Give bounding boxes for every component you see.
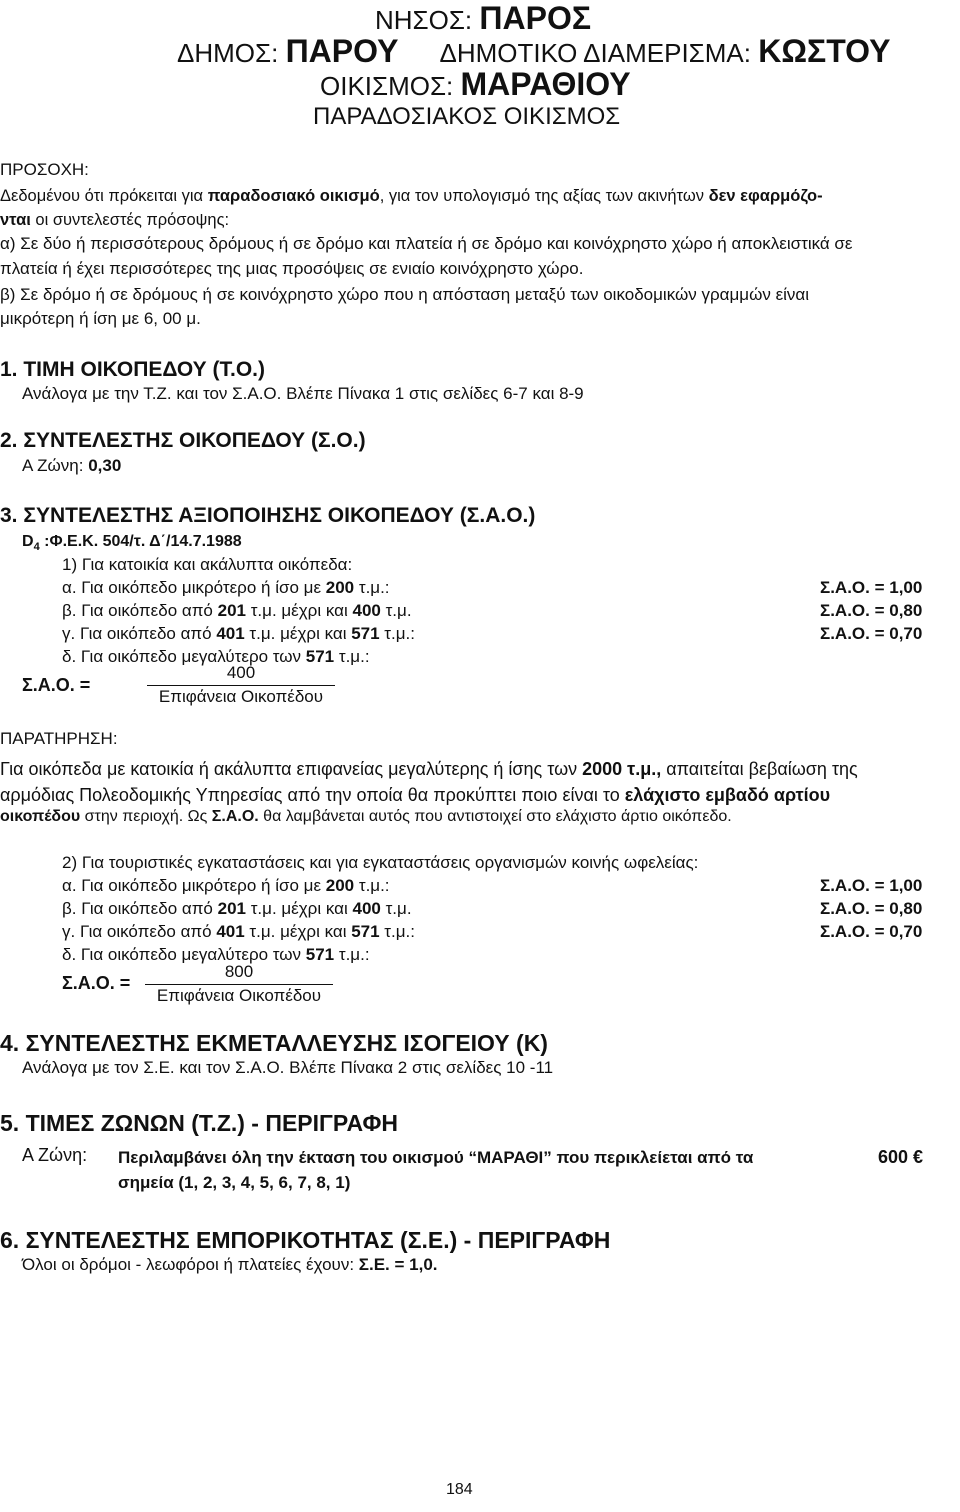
list-item: α. Για οικόπεδο μικρότερο ή ίσο με 200 τ.μ.: bbox=[62, 578, 390, 597]
sao-value: Σ.Α.Ο. = 0,70 bbox=[820, 624, 923, 643]
section-5-zone-desc-2: σημεία (1, 2, 3, 4, 5, 6, 7, 8, 1) bbox=[118, 1173, 351, 1192]
attention-item-b-2: μικρότερη ή ίση με 6, 00 μ. bbox=[0, 309, 201, 328]
section-5-zone-label: Α Ζώνη: bbox=[22, 1145, 88, 1165]
section-5-zone-price: 600 € bbox=[878, 1147, 924, 1167]
island-value: ΠΑΡΟΣ bbox=[479, 0, 592, 36]
attention-title: ΠΡΟΣΟΧΗ: bbox=[0, 160, 89, 179]
section-4-text: Ανάλογα με τον Σ.Ε. και τον Σ.Α.Ο. Βλέπε Πίνακα 2 στις σελίδες 10 -11 bbox=[22, 1058, 554, 1077]
sao-value: Σ.Α.Ο. = 0,80 bbox=[820, 899, 923, 918]
section-2-title: 2. ΣΥΝΤΕΛΕΣΤΗΣ ΟΙΚΟΠΕΔΟΥ (Σ.Ο.) bbox=[0, 429, 366, 452]
island-label: ΝΗΣΟΣ: bbox=[375, 5, 473, 35]
sub1-title: 1) Για κατοικία και ακάλυπτα οικόπεδα: bbox=[62, 555, 353, 574]
note-title: ΠΑΡΑΤΗΡΗΣΗ: bbox=[0, 729, 118, 748]
attention-line-1: Δεδομένου ότι πρόκειται για παραδοσιακό οικισμό, για τον υπολογισμό της αξίας των ακινήτων δεν εφαρμόζο- bbox=[0, 187, 823, 205]
municipality-value: ΠΑΡΟΥ bbox=[285, 33, 399, 69]
settlement-label: ΟΙΚΙΣΜΟΣ: bbox=[320, 71, 454, 101]
section-4-title: 4. ΣΥΝΤΕΛΕΣΤΗΣ ΕΚΜΕΤΑΛΛΕΥΣΗΣ ΙΣΟΓΕΙΟΥ (Κ) bbox=[0, 1030, 548, 1056]
note-line-2: αρμόδιας Πολεοδομικής Υπηρεσίας από την οποία θα προκύπτει ποιο είναι το ελάχιστο εμβαδό αρτίου bbox=[0, 785, 831, 805]
section-3-title: 3. ΣΥΝΤΕΛΕΣΤΗΣ ΑΞΙΟΠΟΙΗΣΗΣ ΟΙΚΟΠΕΔΟΥ (Σ.Α.Ο.) bbox=[0, 504, 536, 527]
formula2-fraction bbox=[145, 962, 333, 1010]
formula1-numerator: 400 bbox=[226, 663, 256, 682]
formula1-denominator: Επιφάνεια Οικοπέδου bbox=[158, 687, 324, 706]
sao-value: Σ.Α.Ο. = 1,00 bbox=[820, 578, 923, 597]
settlement-type: ΠΑΡΑΔΟΣΙΑΚΟΣ ΟΙΚΙΣΜΟΣ bbox=[313, 103, 621, 130]
section-5-title: 5. ΤΙΜΕΣ ΖΩΝΩΝ (Τ.Ζ.) - ΠΕΡΙΓΡΑΦΗ bbox=[0, 1110, 398, 1136]
settlement-heading bbox=[320, 66, 631, 103]
note-line-1: Για οικόπεδα με κατοικία ή ακάλυπτα επιφανείας μεγαλύτερης ή ίσης των 2000 τ.μ., απαιτείται βεβαίωση της bbox=[0, 759, 858, 779]
list-item: δ. Για οικόπεδο μεγαλύτερο των 571 τ.μ.: bbox=[62, 647, 370, 666]
section-5-zone-desc-1: Περιλαμβάνει όλη την έκταση του οικισμού “ΜΑΡΑΘΙ” που περικλείεται από τα bbox=[118, 1148, 754, 1167]
formula1-lhs: Σ.Α.Ο. = bbox=[22, 675, 91, 695]
attention-item-a-2: πλατεία ή έχει περισσότερες της μιας προσόψεις σε ενιαίο κοινόχρηστο χώρο. bbox=[0, 259, 584, 278]
sub2-title: 2) Για τουριστικές εγκαταστάσεις και για εγκαταστάσεις οργανισμών κοινής ωφελείας: bbox=[62, 853, 699, 872]
list-item: β. Για οικόπεδο από 201 τ.μ. μέχρι και 400 τ.μ. bbox=[62, 899, 412, 918]
note-line-3: οικοπέδου στην περιοχή. Ως Σ.Α.Ο. θα λαμβάνεται αυτός που αντιστοιχεί στο ελάχιστο άρτιο οικόπεδο. bbox=[0, 808, 732, 825]
section-1-title: 1. ΤΙΜΗ ΟΙΚΟΠΕΔΟΥ (Τ.Ο.) bbox=[0, 358, 266, 381]
decree-ref: $D_4$ :Φ.Ε.Κ. 504/τ. Δ΄/14.7.1988 bbox=[22, 533, 242, 554]
section-2-zone: Α Ζώνη: 0,30 bbox=[22, 456, 122, 475]
list-item: γ. Για οικόπεδο από 401 τ.μ. μέχρι και 571 τ.μ.: bbox=[62, 624, 415, 643]
sao-value: Σ.Α.Ο. = 0,70 bbox=[820, 922, 923, 941]
attention-item-b-1: β) Σε δρόμο ή σε δρόμους ή σε κοινόχρηστο χώρο που η απόσταση μεταξύ των οικοδομικών γραμμών είναι bbox=[0, 285, 810, 304]
list-item: γ. Για οικόπεδο από 401 τ.μ. μέχρι και 571 τ.μ.: bbox=[62, 922, 415, 941]
fraction-bar bbox=[147, 685, 335, 686]
page-number: 184 bbox=[446, 1481, 473, 1498]
list-item: β. Για οικόπεδο από 201 τ.μ. μέχρι και 400 τ.μ. bbox=[62, 601, 412, 620]
attention-item-a-1: α) Σε δύο ή περισσότερους δρόμους ή σε δρόμο και πλατεία ή σε δρόμο και κοινόχρηστο χώρο ή αποκλειστικά σε bbox=[0, 234, 853, 253]
formula1-fraction bbox=[147, 663, 335, 711]
list-item: δ. Για οικόπεδο μεγαλύτερο των 571 τ.μ.: bbox=[62, 945, 370, 964]
attention-line-2: νται οι συντελεστές πρόσοψης: bbox=[0, 211, 230, 229]
sao-value: Σ.Α.Ο. = 1,00 bbox=[820, 876, 923, 895]
list-item: α. Για οικόπεδο μικρότερο ή ίσο με 200 τ.μ.: bbox=[62, 876, 390, 895]
formula2-denominator: Επιφάνεια Οικοπέδου bbox=[156, 986, 322, 1005]
island-heading bbox=[375, 0, 591, 37]
district-label: ΔΗΜΟΤΙΚΟ ΔΙΑΜΕΡΙΣΜΑ: bbox=[439, 38, 751, 68]
settlement-value: ΜΑΡΑΘΙΟΥ bbox=[460, 66, 631, 102]
sao-value: Σ.Α.Ο. = 0,80 bbox=[820, 601, 923, 620]
section-1-text: Ανάλογα με την Τ.Ζ. και τον Σ.Α.Ο. Βλέπε Πίνακα 1 στις σελίδες 6-7 και 8-9 bbox=[22, 384, 584, 403]
municipality-label: ΔΗΜΟΣ: bbox=[177, 38, 279, 68]
municipality-heading bbox=[177, 33, 891, 70]
fraction-bar bbox=[145, 984, 333, 985]
section-6-title: 6. ΣΥΝΤΕΛΕΣΤΗΣ ΕΜΠΟΡΙΚΟΤΗΤΑΣ (Σ.Ε.) - ΠΕΡΙΓΡΑΦΗ bbox=[0, 1227, 611, 1253]
section-6-text: Όλοι οι δρόμοι - λεωφόροι ή πλατείες έχουν: Σ.Ε. = 1,0. bbox=[22, 1255, 438, 1274]
formula2-lhs: Σ.Α.Ο. = bbox=[62, 973, 131, 993]
formula2-numerator: 800 bbox=[224, 962, 254, 981]
district-value: ΚΩΣΤΟΥ bbox=[758, 33, 891, 69]
